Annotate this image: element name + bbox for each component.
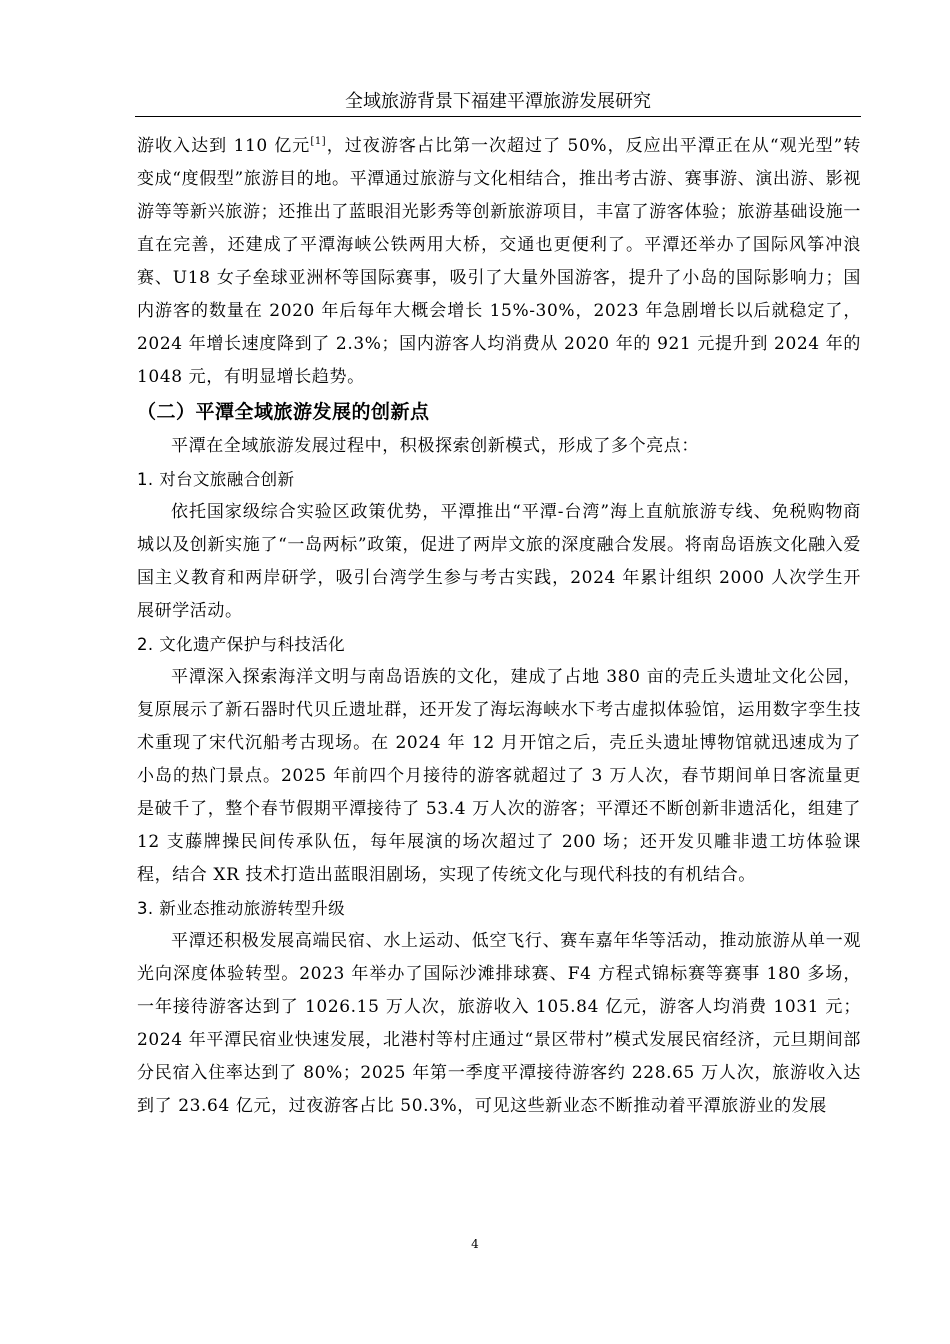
continued-paragraph (137, 130, 861, 394)
subsection-paragraph-2: 平潭深入探索海洋文明与南岛语族的文化，建成了占地 380 亩的壳丘头遗址文化公园，复原展示了新石器时代贝丘遗址群，还开发了海坛海峡水下考古虚拟体验馆，运用数字孪生技术重现了宋代沉船考古现场。在 2024 年 12 月开馆之后，壳丘头遗址博物馆就迅速成为了小岛的热门景点。2025 年前四个月接待的游客就超过了 3 万人次，春节期间单日客流量更是破千了，整个春节假期平潭接待了 53.4 万人次的游客；平潭还不断创新非遗活化，组建了 12 支藤牌操民间传承队伍，每年展演的场次超过了 200 场；还开发贝雕非遗工坊体验课程，结合 XR 技术打造出蓝眼泪剧场，实现了传统文化与现代科技的有机结合。 (137, 667, 861, 885)
citation-ref: [1] (310, 136, 327, 147)
subsection-title-2: 2. 文化遗产保护与科技活化 (137, 635, 346, 654)
running-header: 全域旅游背景下福建平潭旅游发展研究 (345, 91, 651, 112)
header-rule (135, 116, 861, 117)
subsection-title-3: 3. 新业态推动旅游转型升级 (137, 899, 346, 918)
intro-paragraph: 平潭在全域旅游发展过程中，积极探索创新模式，形成了多个亮点： (171, 436, 699, 456)
section-heading: （二）平潭全域旅游发展的创新点 (137, 401, 430, 423)
subsection-paragraph-3: 平潭还积极发展高端民宿、水上运动、低空飞行、赛车嘉年华等活动，推动旅游从单一观光向深度体验转型。2023 年举办了国际沙滩排球赛、F4 方程式锦标赛等赛事 180 多场，一年接待游客达到了 1026.15 万人次，旅游收入 105.84 亿元，游客人均消费 1031 元；2024 年平潭民宿业快速发展，北港村等村庄通过“景区带村”模式发展民宿经济，元旦期间部分民宿入住率达到了 80%；2025 年第一季度平潭接待游客约 228.65 万人次，旅游收入达到了 23.64 亿元，过夜游客占比 50.3%，可见这些新业态不断推动着平潭旅游业的发展 (137, 931, 861, 1116)
subsection-paragraph-1: 依托国家级综合实验区政策优势，平潭推出“平潭-台湾”海上直航旅游专线、免税购物商城以及创新实施了“一岛两标”政策，促进了两岸文旅的深度融合发展。将南岛语族文化融入爱国主义教育和两岸研学，吸引台湾学生参与考古实践，2024 年累计组织 2000 人次学生开展研学活动。 (137, 502, 861, 621)
page-body (137, 130, 861, 1123)
page-number: 4 (471, 1237, 479, 1251)
paragraph-text: ，过夜游客占比第一次超过了 50%，反应出平潭正在从“观光型”转变成“度假型”旅游目的地。平潭通过旅游与文化相结合，推出考古游、赛事游、演出游、影视游等等新兴旅游；还推出了蓝眼泪光影秀等创新旅游项目，丰富了游客体验；旅游基础设施一直在完善，还建成了平潭海峡公铁两用大桥，交通也更便利了。平潭还举办了国际风筝冲浪赛、U18 女子垒球亚洲杯等国际赛事，吸引了大量外国游客，提升了小岛的国际影响力；国内游客的数量在 2020 年后每年大概会增长 15%-30%，2023 年急剧增长以后就稳定了，2024 年增长速度降到了 2.3%；国内游客人均消费从 2020 年的 921 元提升到 2024 年的 1048 元，有明显增长趋势。 (137, 136, 861, 387)
subsection-title-1: 1. 对台文旅融合创新 (137, 470, 295, 489)
paragraph-text: 游收入达到 110 亿元 (137, 136, 311, 156)
